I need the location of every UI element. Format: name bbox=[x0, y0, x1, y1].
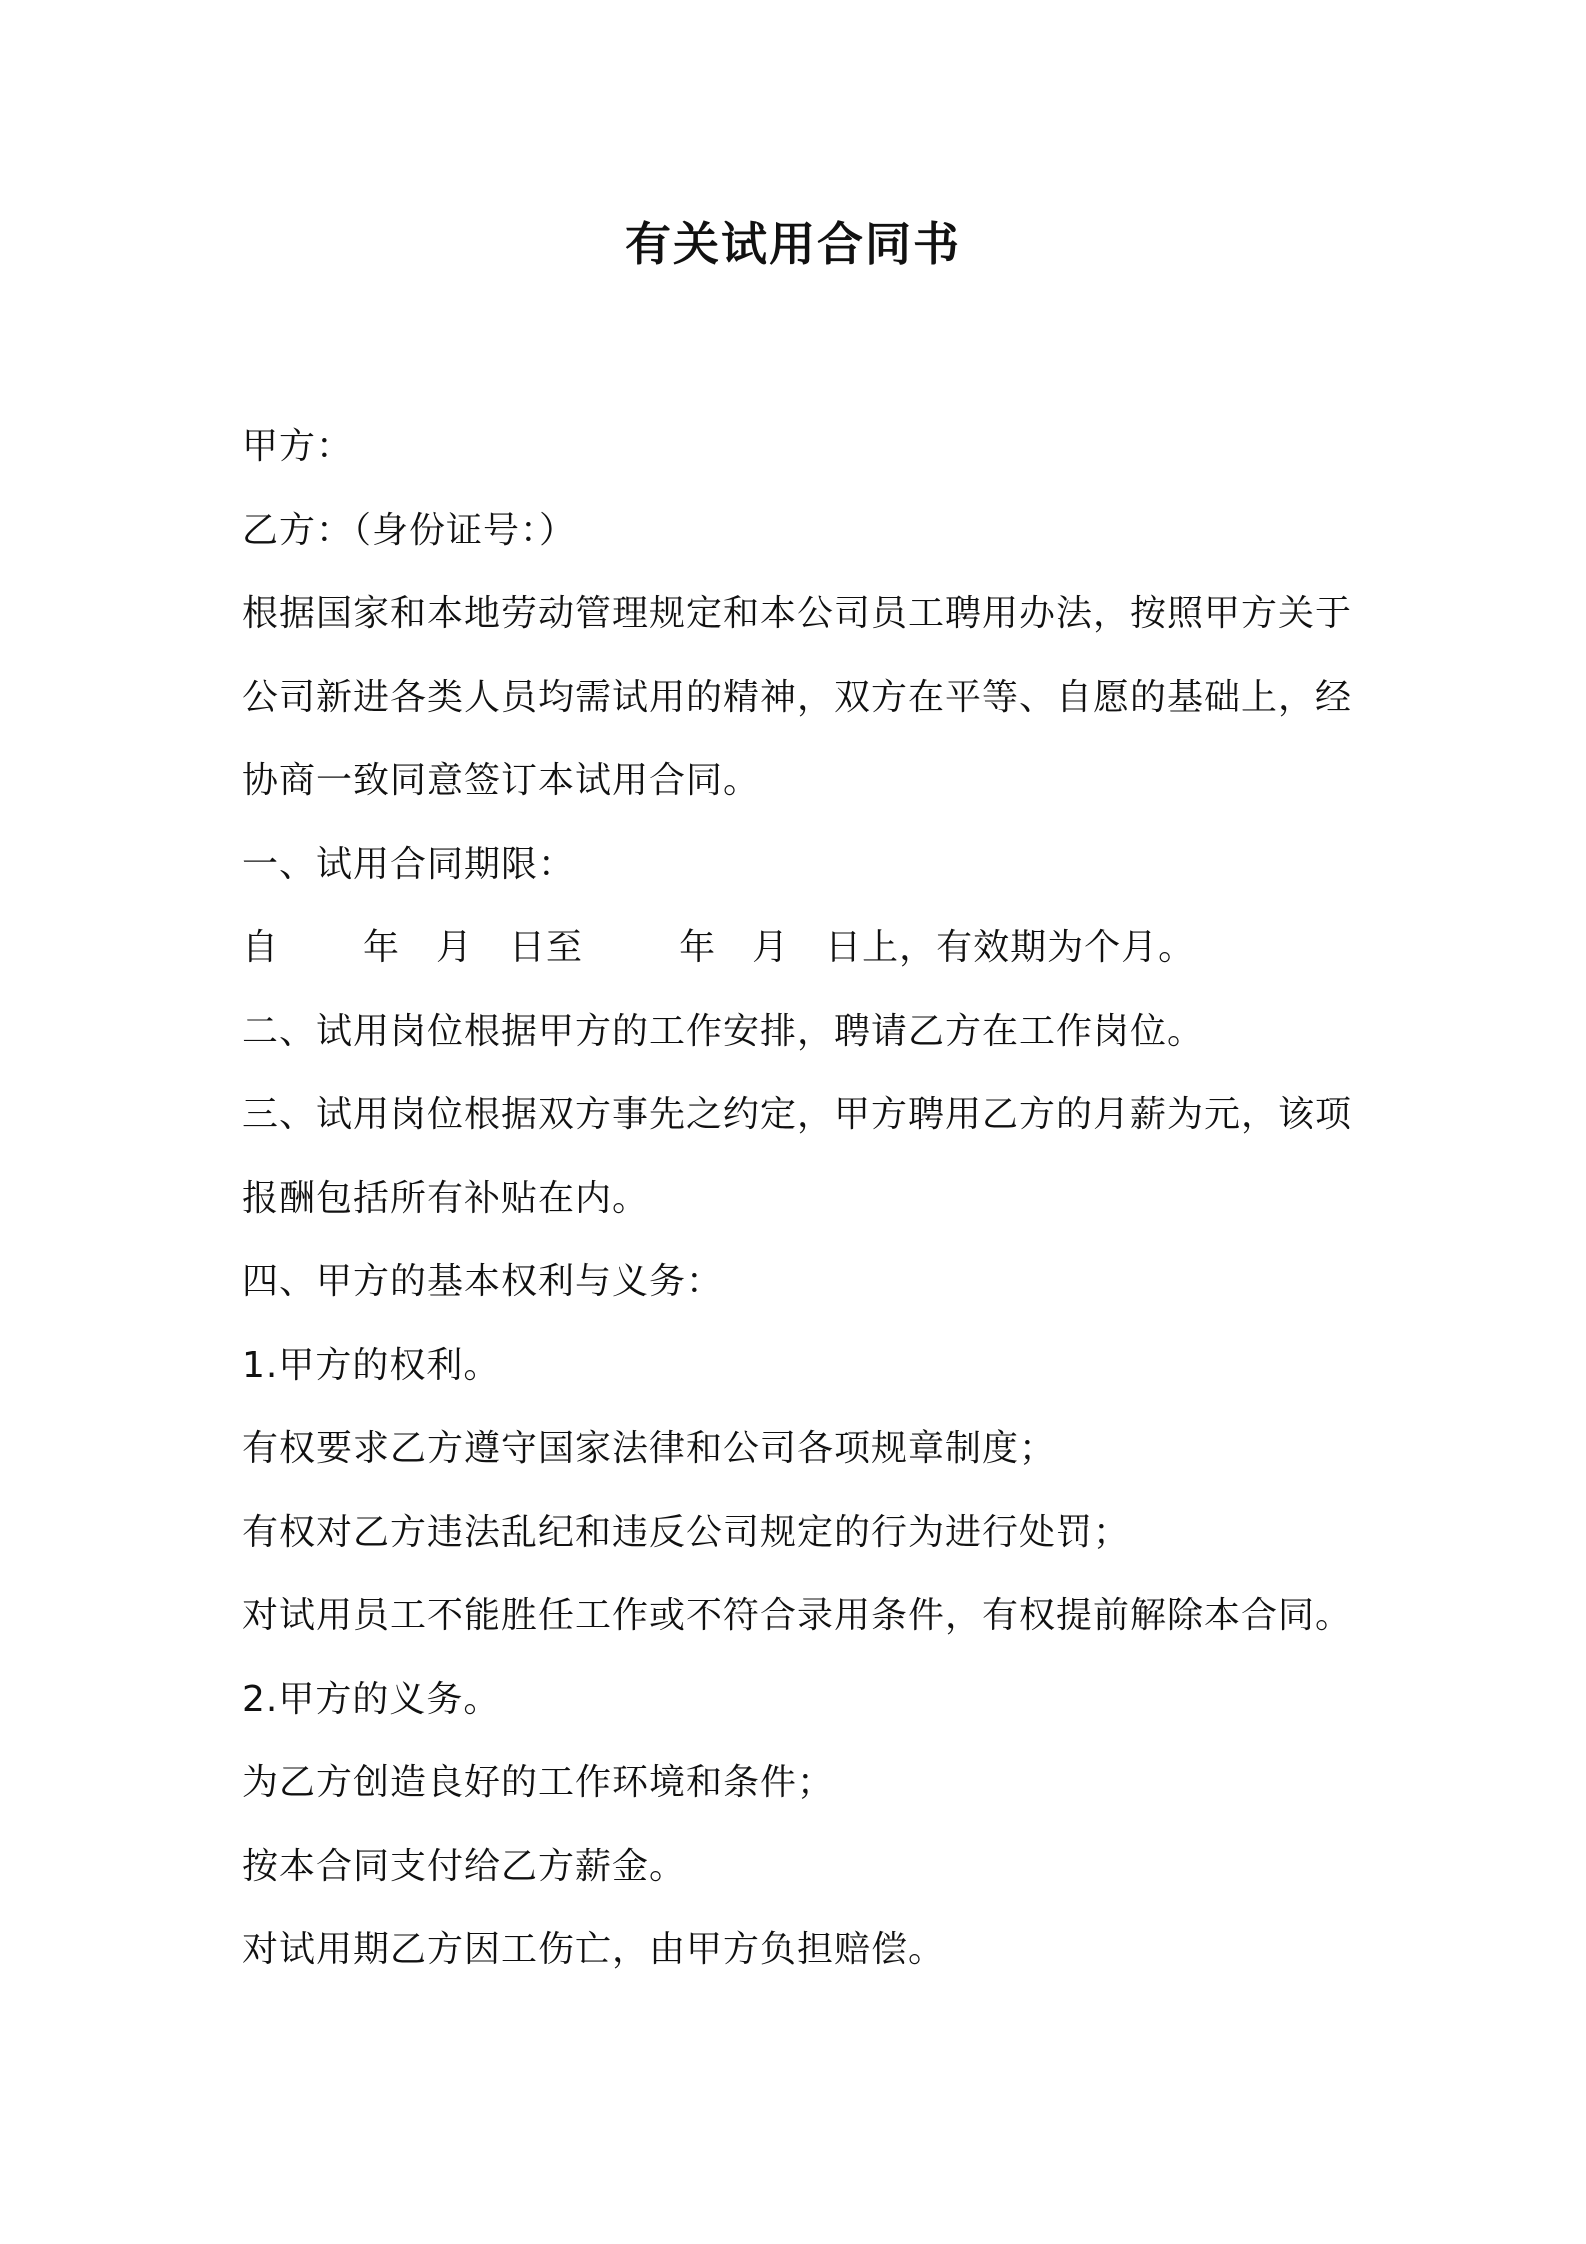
party-a-obligation-1: 为乙方创造良好的工作环境和条件； bbox=[242, 1762, 835, 1803]
preamble-line-2: 公司新进各类人员均需试用的精神，双方在平等、自愿的基础上，经 bbox=[242, 676, 1353, 718]
document-title: 有关试用合同书 bbox=[625, 217, 961, 271]
date-year-2: 年 bbox=[679, 927, 717, 968]
preamble-line-3: 协商一致同意签订本试用合同。 bbox=[242, 760, 761, 801]
date-year-1: 年 bbox=[363, 927, 401, 968]
section-2-line: 二、试用岗位根据甲方的工作安排，聘请乙方在工作岗位。 bbox=[242, 1010, 1205, 1052]
date-range-line bbox=[242, 906, 1362, 990]
date-end: 日上，有效期为个月。 bbox=[825, 927, 1196, 968]
party-b-line: 乙方：（身份证号：） bbox=[242, 509, 577, 551]
document-body bbox=[242, 405, 1362, 1992]
preamble-line-1: 根据国家和本地劳动管理规定和本公司员工聘用办法，按照甲方关于 bbox=[242, 593, 1353, 634]
section-3-line-1: 三、试用岗位根据双方事先之约定，甲方聘用乙方的月薪为元，该项 bbox=[242, 1094, 1353, 1135]
party-a-right-3: 对试用员工不能胜任工作或不符合录用条件，有权提前解除本合同。 bbox=[242, 1595, 1353, 1636]
date-month-2: 月 bbox=[752, 927, 790, 968]
party-a-obligation-2: 按本合同支付给乙方薪金。 bbox=[242, 1845, 687, 1887]
section-3-line-2: 报酬包括所有补贴在内。 bbox=[242, 1177, 650, 1219]
section-1-heading: 一、试用合同期限： bbox=[242, 843, 576, 885]
party-a-obligations-heading: 2.甲方的义务。 bbox=[242, 1678, 501, 1720]
date-from: 自 bbox=[242, 927, 280, 968]
party-a-line: 甲方： bbox=[242, 426, 354, 467]
section-4-heading: 四、甲方的基本权利与义务： bbox=[242, 1261, 724, 1302]
party-a-rights-heading: 1.甲方的权利。 bbox=[242, 1344, 501, 1386]
party-a-obligation-3: 对试用期乙方因工伤亡，由甲方负担赔偿。 bbox=[242, 1929, 946, 1970]
date-day-to: 日至 bbox=[509, 927, 584, 968]
party-a-right-1: 有权要求乙方遵守国家法律和公司各项规章制度； bbox=[242, 1428, 1057, 1469]
party-a-right-2: 有权对乙方违法乱纪和违反公司规定的行为进行处罚； bbox=[242, 1511, 1131, 1553]
date-month-1: 月 bbox=[436, 927, 474, 968]
